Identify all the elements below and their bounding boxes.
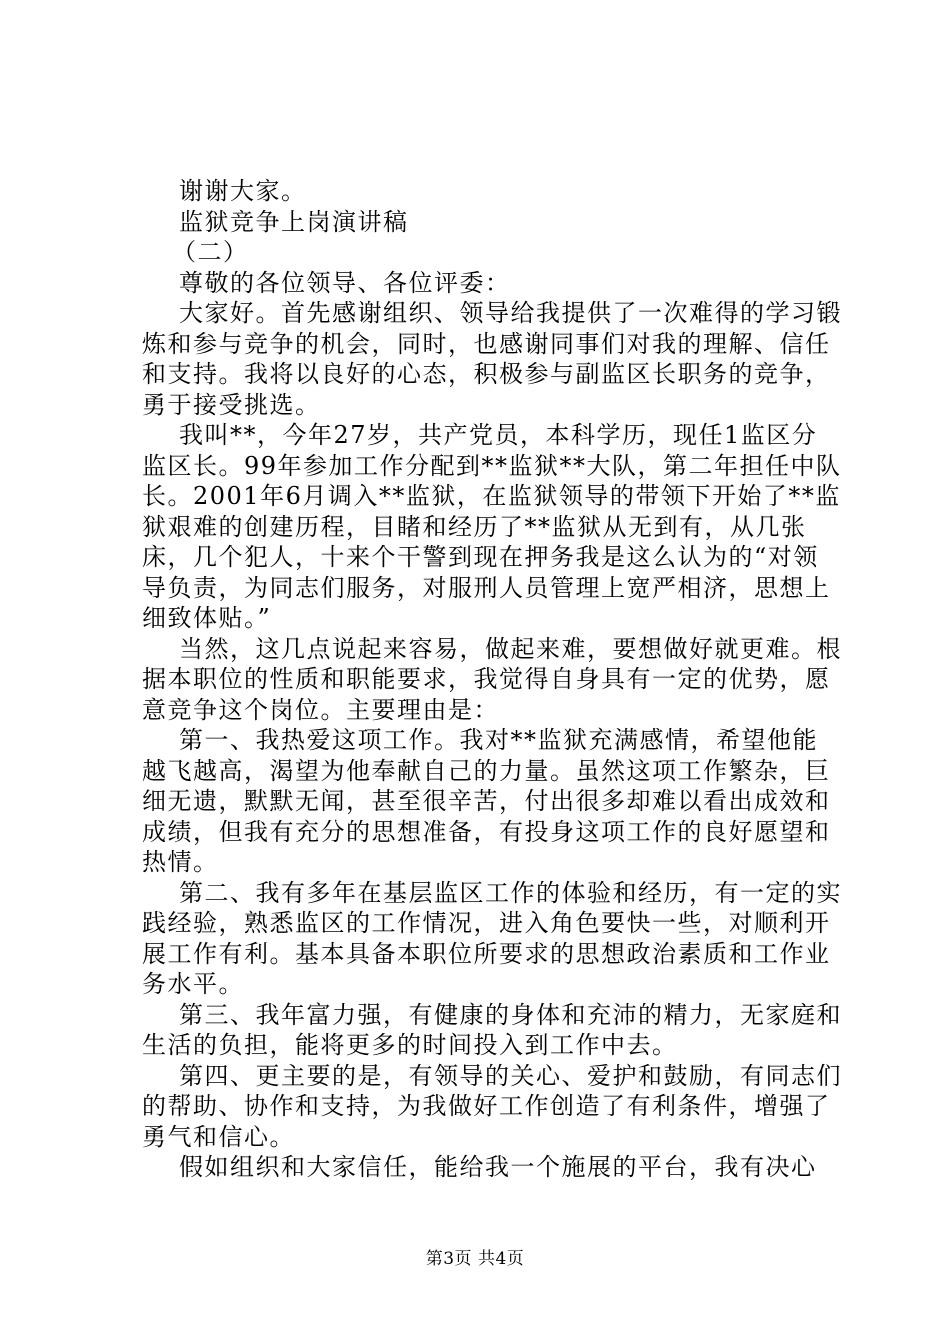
paragraph-closing-thanks: 谢谢大家。 <box>179 177 307 205</box>
section-number: （二） <box>172 238 249 266</box>
paragraph-greeting: 大家好。首先感谢组织、领导给我提供了一次难得的学习锻炼和参与竞争的机会，同时，也感谢同事们对我的理解、信任和支持。我将以良好的心态，积极参与副监区长职务的竞争，勇于接受挑选。 <box>142 299 842 419</box>
paragraph-reason-first: 第一、我热爱这项工作。我对**监狱充满感情，希望他能越飞越高，渴望为他奉献自己的力量。虽然这项工作繁杂，巨细无遗，默默无闻，甚至很辛苦，付出很多却难以看出成效和成绩，但我有充分的思想准备，有投身这项工作的良好愿望和热情。 <box>142 726 831 876</box>
page-footer: 第3页 共4页 <box>425 1249 525 1269</box>
paragraph-resolve: 假如组织和大家信任，能给我一个施展的平台，我有决心 <box>179 1153 817 1181</box>
paragraph-reason-fourth: 第四、更主要的是，有领导的关心、爱护和鼓励，有同志们的帮助、协作和支持，为我做好工作创造了有利条件，增强了勇气和信心。 <box>142 1061 842 1151</box>
section-title: 监狱竞争上岗演讲稿 <box>179 207 409 236</box>
document-body <box>142 176 842 1183</box>
paragraph-reason-second: 第二、我有多年在基层监区工作的体验和经历，有一定的实践经验，熟悉监区的工作情况，进入角色要快一些，对顺利开展工作有利。基本具备本职位所要求的思想政治素质和工作业务水平。 <box>142 878 842 998</box>
salutation: 尊敬的各位领导、各位评委： <box>179 268 511 297</box>
paragraph-reasons-intro: 当然，这几点说起来容易，做起来难，要想做好就更难。根据本职位的性质和职能要求，我觉得自身具有一定的优势，愿意竞争这个岗位。主要理由是： <box>142 634 842 724</box>
paragraph-reason-third: 第三、我年富力强，有健康的身体和充沛的精力，无家庭和生活的负担，能将更多的时间投入到工作中去。 <box>142 1000 842 1059</box>
paragraph-introduction: 我叫**，今年27岁，共产党员，本科学历，现任1监区分监区长。99年参加工作分配到**监狱**大队，第二年担任中队长。2001年6月调入**监狱，在监狱领导的带领下开始了**监狱艰难的创建历程，目睹和经历了**监狱从无到有，从几张床，几个犯人，十来个干警到现在押务我是这么认为的“对领导负责，为同志们服务，对服刑人员管理上宽严相济，思想上细致体贴。” <box>142 421 842 632</box>
